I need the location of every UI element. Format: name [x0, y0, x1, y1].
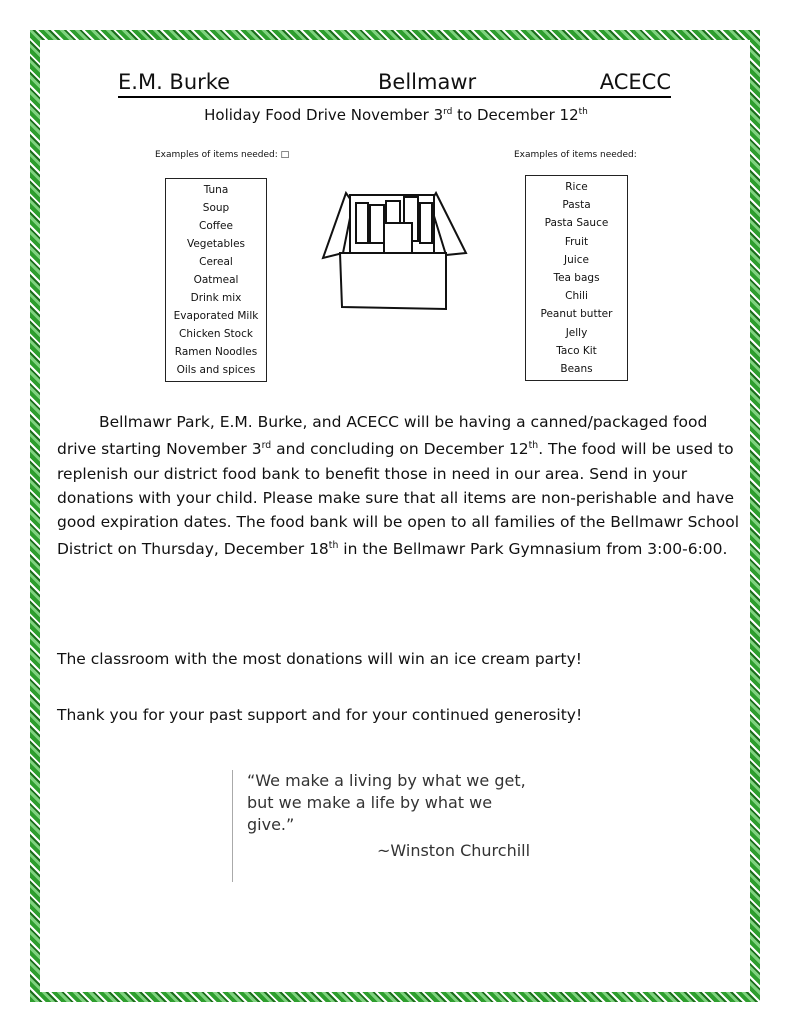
list-item: Pasta Sauce — [544, 217, 609, 230]
left-items-list — [165, 178, 267, 382]
list-item: Oils and spices — [176, 364, 256, 376]
list-item: Jelly — [565, 326, 588, 339]
text: in the Bellmawr Park Gymnasium from 3:00-6:00. — [338, 540, 728, 559]
list-item: Beans — [560, 363, 593, 376]
list-item: Cereal — [199, 256, 233, 268]
list-item: Pasta — [562, 199, 591, 212]
sup: rd — [261, 440, 272, 452]
thank-you-line: Thank you for your past support and for your continued generosity! — [57, 706, 583, 724]
list-item: Vegetables — [186, 238, 246, 250]
header-left: E.M. Burke — [118, 70, 231, 94]
right-list-title: Examples of items needed: — [514, 150, 637, 160]
list-item: Rice — [565, 181, 588, 193]
text: . The food will be used to replenish our district food bank to benefit those in need in our area. Send in your donations with your child. Please make sure that all items are non-perishable and have good expiration dates. The food bank will be open to all families of the Bellmawr School District on Thursday, December 18 — [57, 440, 740, 559]
list-item: Chili — [565, 290, 588, 303]
list-item: Ramen Noodles — [174, 346, 258, 358]
list-item: Tea bags — [553, 272, 600, 285]
list-item: Soup — [202, 202, 230, 214]
ice-cream-line: The classroom with the most donations will win an ice cream party! — [57, 650, 583, 668]
sup: th — [528, 440, 539, 452]
list-item: Tuna — [203, 184, 229, 196]
body-paragraph — [57, 410, 747, 562]
sup: rd — [443, 107, 453, 117]
quote-author: ~Winston Churchill — [377, 841, 531, 860]
subtitle-text: Holiday Food Drive November 3 — [204, 106, 444, 124]
sup: th — [578, 107, 588, 117]
left-list-title: Examples of items needed: □ — [155, 150, 290, 160]
subtitle-text: to December 12 — [452, 106, 579, 124]
header-right: ACECC — [599, 70, 671, 94]
header-center: Bellmawr — [378, 70, 477, 94]
list-item: Oatmeal — [193, 274, 239, 286]
list-item: Chicken Stock — [179, 328, 253, 340]
list-item: Taco Kit — [556, 344, 597, 357]
list-item: Evaporated Milk — [173, 310, 259, 322]
quote — [232, 770, 530, 882]
header — [118, 70, 671, 98]
text: and concluding on December 12 — [271, 440, 529, 459]
list-item: Coffee — [199, 220, 233, 232]
food-box-illustration — [318, 183, 468, 323]
text: Bellmawr Park, E.M. Burke, and ACECC will be having a canned/packaged food drive starting November 3 — [57, 413, 708, 459]
sup: th — [328, 540, 339, 552]
list-item: Drink mix — [190, 292, 242, 304]
quote-text: “We make a living by what we get, but we make a life by what we give.” — [247, 771, 526, 834]
subtitle — [0, 106, 792, 124]
list-item: Juice — [564, 253, 589, 266]
list-item: Fruit — [564, 235, 589, 248]
list-item: Peanut butter — [540, 308, 613, 321]
right-items-list — [525, 175, 628, 381]
